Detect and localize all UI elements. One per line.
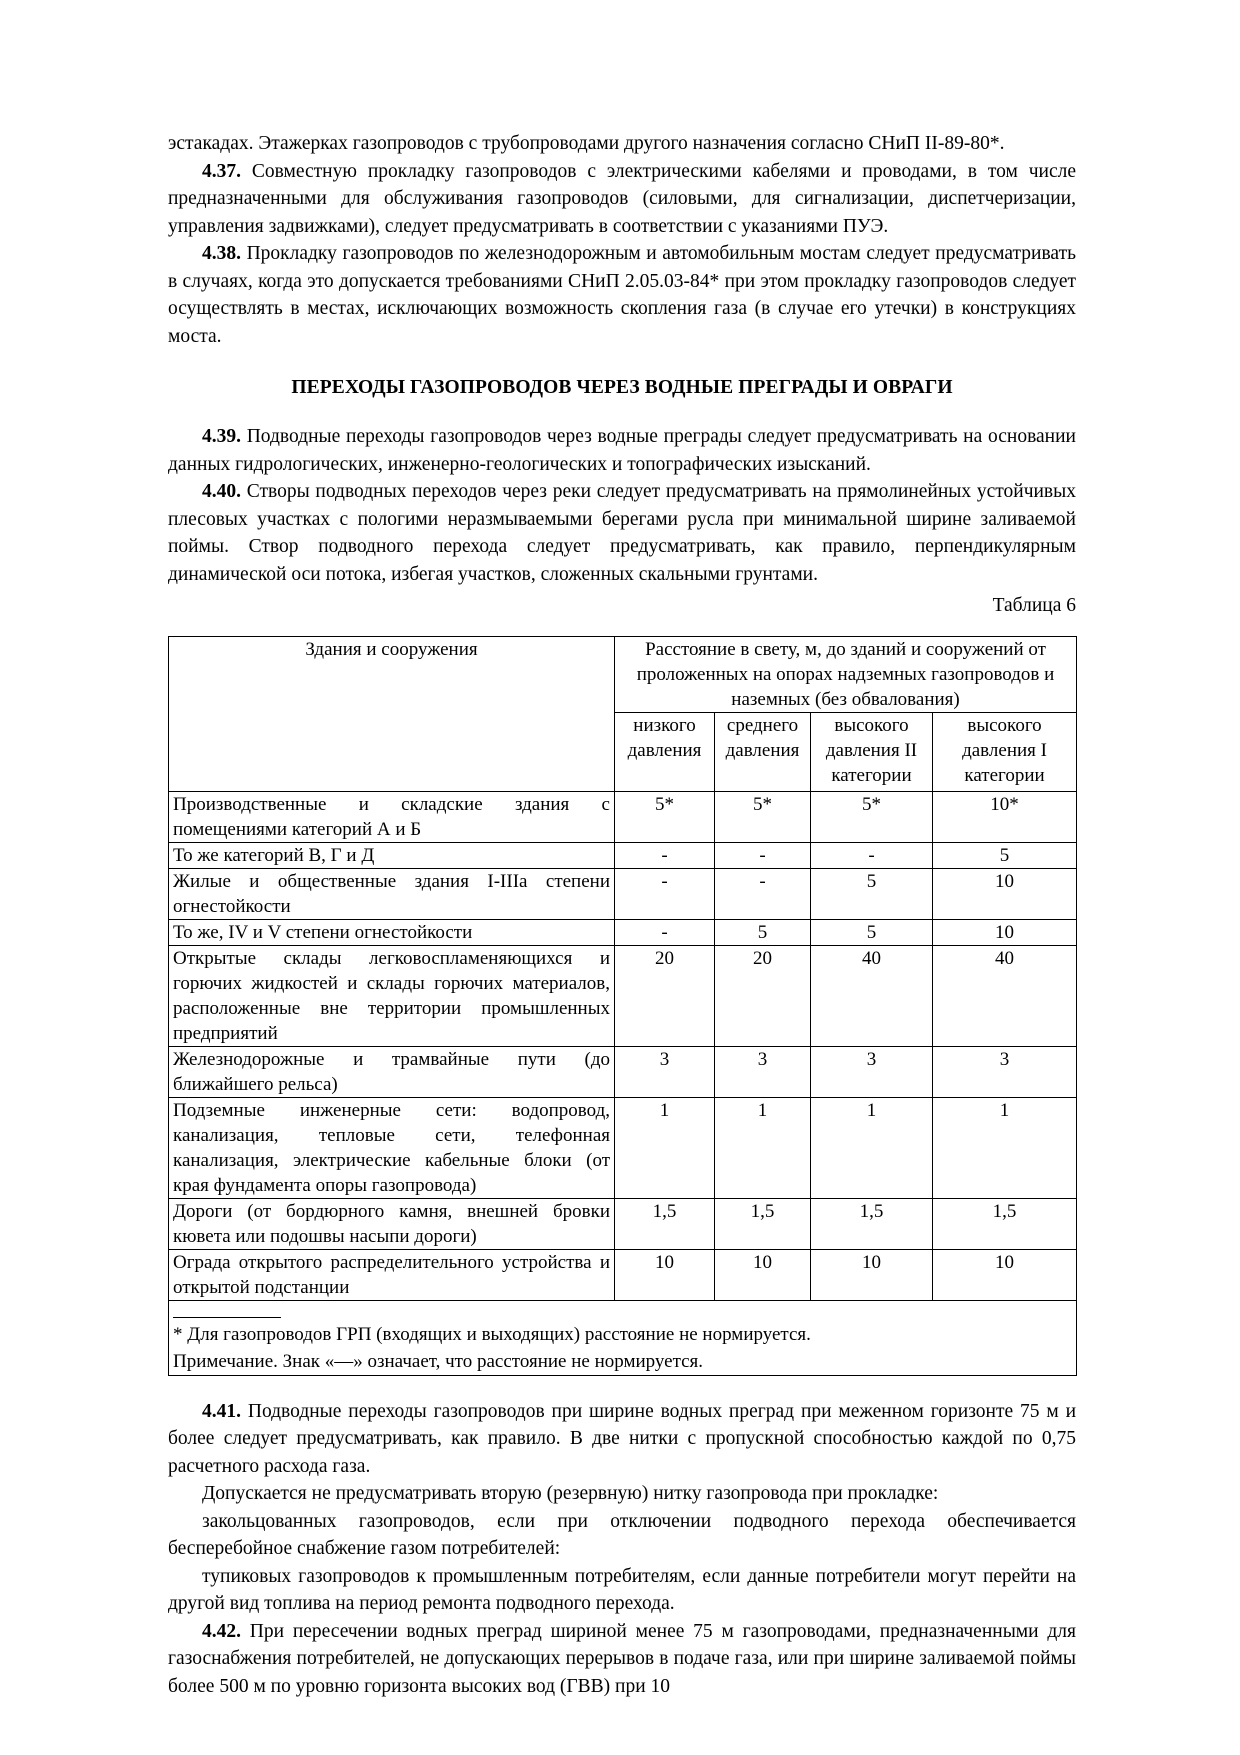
header-low-pressure: низкого давления: [615, 712, 715, 791]
row-label: Железнодорожные и трамвайные пути (до ближайшего рельса): [169, 1046, 615, 1097]
paragraph-looped-pipelines: [168, 1508, 1076, 1563]
paragraph-4-40: [168, 478, 1076, 588]
table-row: [169, 791, 1077, 842]
table-head: [169, 636, 1077, 791]
paragraph-text: При пересечении водных преград шириной менее 75 м газопроводами, предназначенными для газоснабжения потребителей, не допускающих перерывов в подаче газа, или при ширине заливаемой поймы более 500 м по уровню горизонта высоких вод (ГВВ) при 10: [168, 1620, 1076, 1697]
cell-low: -: [615, 842, 715, 868]
paragraph-number: 4.40.: [202, 481, 241, 502]
table-row: [169, 1198, 1077, 1249]
cell-low: -: [615, 919, 715, 945]
table-body: [169, 791, 1077, 1375]
table-row: [169, 842, 1077, 868]
cell-high-2: 1,5: [811, 1198, 933, 1249]
table-row: [169, 1046, 1077, 1097]
row-label: То же категорий В, Г и Д: [169, 842, 615, 868]
section-heading: ПЕРЕХОДЫ ГАЗОПРОВОДОВ ЧЕРЕЗ ВОДНЫЕ ПРЕГРАДЫ И ОВРАГИ: [291, 377, 953, 398]
cell-medium: 1,5: [715, 1198, 811, 1249]
header-distance-span: Расстояние в свету, м, до зданий и сооружений от проложенных на опорах надземных газопроводов и наземных (без обвалования): [615, 636, 1077, 712]
row-label: Подземные инженерные сети: водопровод, канализация, тепловые сети, телефонная канализация, электрические кабельные блоки (от края фундамента опоры газопровода): [169, 1097, 615, 1198]
paragraph-number: 4.39.: [202, 426, 241, 447]
cell-high-2: 5: [811, 868, 933, 919]
paragraph-text: закольцованных газопроводов, если при отключении подводного перехода обеспечивается бесперебойное снабжение газом потребителей:: [168, 1510, 1076, 1559]
cell-high-2: -: [811, 842, 933, 868]
cell-high-1: 10*: [933, 791, 1077, 842]
cell-medium: 5*: [715, 791, 811, 842]
header-buildings-and-structures: Здания и сооружения: [169, 636, 615, 791]
paragraph-4-37: [168, 158, 1076, 241]
paragraph-number: 4.41.: [202, 1400, 241, 1422]
paragraph-4-41: [168, 1398, 1076, 1481]
cell-medium: 20: [715, 945, 811, 1046]
paragraph-number: 4.42.: [202, 1620, 241, 1642]
paragraph-number: 4.38.: [202, 243, 241, 264]
cell-low: 5*: [615, 791, 715, 842]
cell-high-2: 5: [811, 919, 933, 945]
cell-high-1: 1,5: [933, 1198, 1077, 1249]
header-high-pressure-cat-1: высокого давления I категории: [933, 712, 1077, 791]
cell-high-1: 10: [933, 919, 1077, 945]
cell-medium: 10: [715, 1249, 811, 1300]
cell-low: -: [615, 868, 715, 919]
paragraph-text: Прокладку газопроводов по железнодорожным и автомобильным мостам следует предусматривать в случаях, когда это допускается требованиями СНиП 2.05.03-84* при этом прокладку газопроводов следует осуществлять в местах, исключающих возможность скопления газа (в случае его утечки) в конструкциях моста.: [168, 243, 1076, 347]
paragraph-continued: [168, 130, 1076, 158]
table-header-row-top: [169, 636, 1077, 712]
table-notes-row: [169, 1300, 1077, 1375]
table-caption: Таблица 6: [992, 595, 1076, 616]
footnote-rule: [173, 1317, 281, 1318]
cell-medium: 3: [715, 1046, 811, 1097]
cell-high-1: 1: [933, 1097, 1077, 1198]
cell-medium: -: [715, 868, 811, 919]
table-notes: [169, 1300, 1077, 1375]
cell-high-2: 5*: [811, 791, 933, 842]
cell-medium: 1: [715, 1097, 811, 1198]
row-label: Производственные и складские здания с помещениями категорий А и Б: [169, 791, 615, 842]
table-row: [169, 868, 1077, 919]
paragraph-4-42: [168, 1618, 1076, 1701]
paragraph-4-39: [168, 423, 1076, 478]
cell-high-2: 10: [811, 1249, 933, 1300]
cell-low: 1,5: [615, 1198, 715, 1249]
table-row: [169, 1249, 1077, 1300]
header-medium-pressure: среднего давления: [715, 712, 811, 791]
cell-medium: 5: [715, 919, 811, 945]
paragraph-number: 4.37.: [202, 160, 241, 182]
document-page: [168, 130, 1076, 1700]
paragraph-text: Подводные переходы газопроводов через водные преграды следует предусматривать на основании данных гидрологических, инженерно-геологических и топографических изысканий.: [168, 426, 1076, 475]
table-row: [169, 919, 1077, 945]
cell-high-1: 40: [933, 945, 1077, 1046]
cell-high-1: 5: [933, 842, 1077, 868]
paragraph-dead-end-pipelines: [168, 1563, 1076, 1618]
table-row: [169, 945, 1077, 1046]
cell-low: 20: [615, 945, 715, 1046]
row-label: Дороги (от бордюрного камня, внешней бровки кювета или подошвы насыпи дороги): [169, 1198, 615, 1249]
row-label: Жилые и общественные здания I-IIIа степени огнестойкости: [169, 868, 615, 919]
paragraph-text: Допускается не предусматривать вторую (резервную) нитку газопровода при прокладке:: [202, 1483, 939, 1504]
cell-high-1: 10: [933, 868, 1077, 919]
paragraph-allow-skip-second-line: [168, 1480, 1076, 1508]
cell-high-1: 3: [933, 1046, 1077, 1097]
cell-high-2: 3: [811, 1046, 933, 1097]
cell-low: 10: [615, 1249, 715, 1300]
paragraph-text: Подводные переходы газопроводов при ширине водных преград при меженном горизонте 75 м и более следует предусматривать, как правило. В две нитки с пропускной способностью каждой по 0,75 расчетного расхода газа.: [168, 1400, 1076, 1477]
footnote-asterisk: * Для газопроводов ГРП (входящих и выходящих) расстояние не нормируется.: [173, 1323, 811, 1345]
cell-low: 1: [615, 1097, 715, 1198]
footnote-remark: Примечание. Знак «—» означает, что расстояние не нормируется.: [173, 1350, 704, 1372]
cell-high-2: 1: [811, 1097, 933, 1198]
cell-high-2: 40: [811, 945, 933, 1046]
paragraph-text: Совместную прокладку газопроводов с электрическими кабелями и проводами, в том числе предназначенными для обслуживания газопроводов (силовыми, для сигнализации, диспетчеризации, управления задвижками), следует предусматривать в соответствии с указаниями ПУЭ.: [168, 160, 1076, 237]
table-6: [168, 636, 1077, 1376]
paragraph-text: тупиковых газопроводов к промышленным потребителям, если данные потребители могут перейти на другой вид топлива на период ремонта подводного перехода.: [168, 1565, 1076, 1614]
row-label: Ограда открытого распределительного устройства и открытой подстанции: [169, 1249, 615, 1300]
paragraph-4-38: [168, 240, 1076, 350]
table-row: [169, 1097, 1077, 1198]
cell-medium: -: [715, 842, 811, 868]
cell-high-1: 10: [933, 1249, 1077, 1300]
paragraph-text: эстакадах. Этажерках газопроводов с трубопроводами другого назначения согласно СНиП II-89-80*.: [168, 133, 1005, 154]
header-high-pressure-cat-2: высокого давления II категории: [811, 712, 933, 791]
row-label: То же, IV и V степени огнестойкости: [169, 919, 615, 945]
cell-low: 3: [615, 1046, 715, 1097]
paragraph-text: Створы подводных переходов через реки следует предусматривать на прямолинейных устойчивых плесовых участках с пологими неразмываемыми берегами русла при минимальной ширине заливаемой поймы. Створ подводного перехода следует предусматривать, как правило, перпендикулярным динамической оси потока, избегая участков, сложенных скальными грунтами.: [168, 481, 1076, 585]
row-label: Открытые склады легковоспламеняющихся и горючих жидкостей и склады горючих материалов, расположенные вне территории промышленных предприятий: [169, 945, 615, 1046]
